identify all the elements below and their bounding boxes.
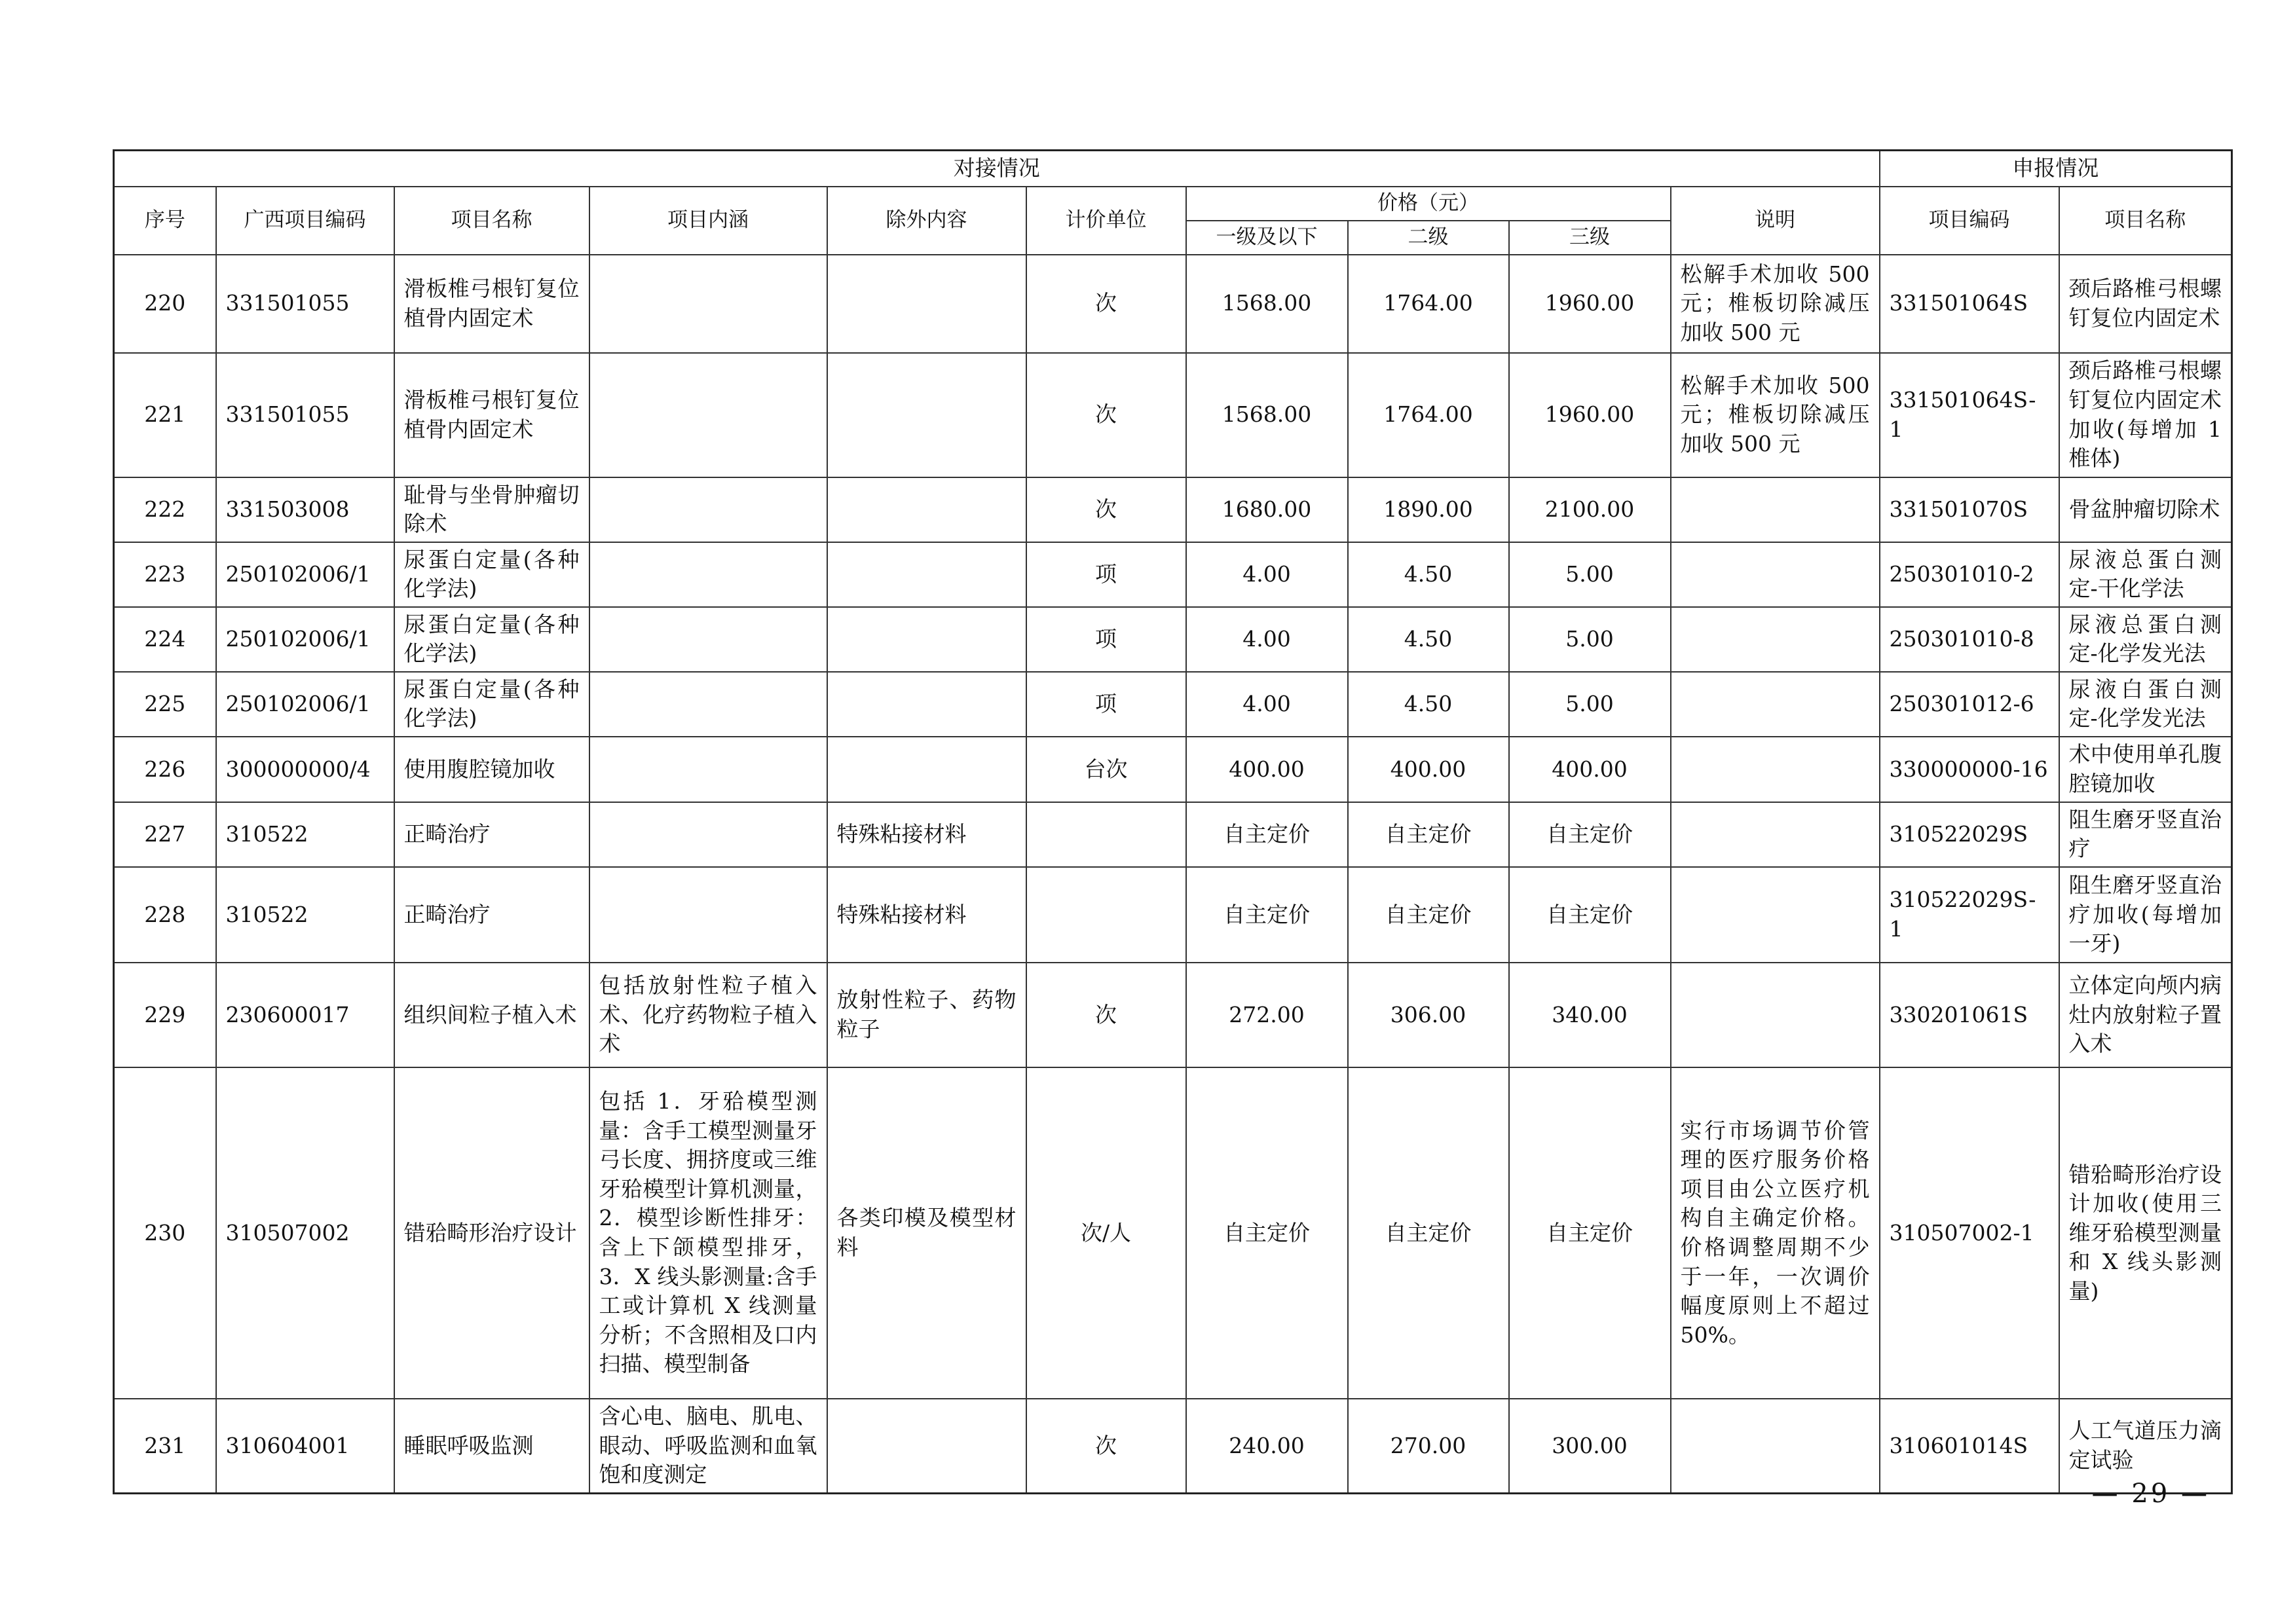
col-header-excluded: 除外内容: [827, 187, 1026, 255]
price-level1-cell: 1680.00: [1186, 477, 1348, 542]
decl-code-cell: 331501070S: [1880, 477, 2059, 542]
price-level3-cell: 400.00: [1509, 737, 1671, 802]
decl-name-cell: 错𬌗畸形治疗设计加收(使用三维牙𬌗模型测量和 X 线头影测量): [2059, 1067, 2232, 1399]
decl-code-cell: 310601014S: [1880, 1399, 2059, 1493]
price-level2-cell: 306.00: [1348, 963, 1509, 1067]
page-number: — 29 —: [2091, 1479, 2210, 1509]
price-level1-cell: 400.00: [1186, 737, 1348, 802]
price-level3-cell: 自主定价: [1509, 867, 1671, 963]
seq-cell: 225: [114, 672, 216, 737]
name-cell: 滑板椎弓根钉复位植骨内固定术: [394, 255, 589, 353]
price-level3-cell: 300.00: [1509, 1399, 1671, 1493]
price-level2-cell: 4.50: [1348, 542, 1509, 607]
note-cell: [1671, 867, 1880, 963]
table-row: [114, 802, 2232, 867]
price-level2-cell: 1764.00: [1348, 353, 1509, 477]
unit-cell: 次: [1026, 963, 1186, 1067]
table-row: [114, 1067, 2232, 1399]
col-header-decl-name: 项目名称: [2059, 187, 2232, 255]
content-cell: [589, 802, 827, 867]
decl-name-cell: 尿液白蛋白测定-化学发光法: [2059, 672, 2232, 737]
table-row: [114, 737, 2232, 802]
excluded-cell: [827, 255, 1026, 353]
price-table: [113, 149, 2233, 1494]
note-cell: [1671, 542, 1880, 607]
seq-cell: 226: [114, 737, 216, 802]
name-cell: 组织间粒子植入术: [394, 963, 589, 1067]
table-row: [114, 353, 2232, 477]
table-row: [114, 867, 2232, 963]
gx-code-cell: 331503008: [216, 477, 394, 542]
gx-code-cell: 310522: [216, 867, 394, 963]
excluded-cell: 各类印模及模型材料: [827, 1067, 1026, 1399]
price-level3-cell: 5.00: [1509, 542, 1671, 607]
content-cell: [589, 867, 827, 963]
price-level3-cell: 1960.00: [1509, 255, 1671, 353]
gx-code-cell: 310507002: [216, 1067, 394, 1399]
seq-cell: 224: [114, 607, 216, 672]
col-header-note: 说明: [1671, 187, 1880, 255]
price-level3-cell: 2100.00: [1509, 477, 1671, 542]
excluded-cell: [827, 353, 1026, 477]
unit-cell: 项: [1026, 542, 1186, 607]
price-level3-cell: 340.00: [1509, 963, 1671, 1067]
name-cell: 尿蛋白定量(各种化学法): [394, 672, 589, 737]
decl-name-cell: 颈后路椎弓根螺钉复位内固定术: [2059, 255, 2232, 353]
price-level2-cell: 1890.00: [1348, 477, 1509, 542]
unit-cell: 次/人: [1026, 1067, 1186, 1399]
seq-cell: 230: [114, 1067, 216, 1399]
unit-cell: 项: [1026, 672, 1186, 737]
col-header-unit: 计价单位: [1026, 187, 1186, 255]
decl-code-cell: 310522029S: [1880, 802, 2059, 867]
content-cell: [589, 672, 827, 737]
excluded-cell: 特殊粘接材料: [827, 867, 1026, 963]
excluded-cell: 特殊粘接材料: [827, 802, 1026, 867]
seq-cell: 221: [114, 353, 216, 477]
note-cell: 松解手术加收 500 元；椎板切除减压加收 500 元: [1671, 255, 1880, 353]
price-level1-cell: 240.00: [1186, 1399, 1348, 1493]
excluded-cell: [827, 1399, 1026, 1493]
seq-cell: 228: [114, 867, 216, 963]
name-cell: 滑板椎弓根钉复位植骨内固定术: [394, 353, 589, 477]
name-cell: 正畸治疗: [394, 802, 589, 867]
excluded-cell: [827, 672, 1026, 737]
col-header-level1: 一级及以下: [1186, 221, 1348, 255]
decl-name-cell: 尿液总蛋白测定-化学发光法: [2059, 607, 2232, 672]
gx-code-cell: 310522: [216, 802, 394, 867]
price-level2-cell: 4.50: [1348, 672, 1509, 737]
decl-code-cell: 250301010-2: [1880, 542, 2059, 607]
gx-code-cell: 250102006/1: [216, 672, 394, 737]
note-cell: [1671, 477, 1880, 542]
decl-code-cell: 330000000-16: [1880, 737, 2059, 802]
unit-cell: 次: [1026, 1399, 1186, 1493]
name-cell: 使用腹腔镜加收: [394, 737, 589, 802]
decl-code-cell: 310507002-1: [1880, 1067, 2059, 1399]
table-row: [114, 1399, 2232, 1493]
price-level3-cell: 自主定价: [1509, 1067, 1671, 1399]
note-cell: [1671, 802, 1880, 867]
seq-cell: 227: [114, 802, 216, 867]
gx-code-cell: 331501055: [216, 353, 394, 477]
unit-cell: [1026, 802, 1186, 867]
price-level2-cell: 400.00: [1348, 737, 1509, 802]
gx-code-cell: 300000000/4: [216, 737, 394, 802]
seq-cell: 222: [114, 477, 216, 542]
seq-cell: 229: [114, 963, 216, 1067]
table-row: [114, 542, 2232, 607]
decl-name-cell: 颈后路椎弓根螺钉复位内固定术加收(每增加 1 椎体): [2059, 353, 2232, 477]
price-level3-cell: 1960.00: [1509, 353, 1671, 477]
decl-name-cell: 阻生磨牙竖直治疗: [2059, 802, 2232, 867]
decl-code-cell: 331501064S-1: [1880, 353, 2059, 477]
decl-name-cell: 阻生磨牙竖直治疗加收(每增加一牙): [2059, 867, 2232, 963]
content-cell: [589, 477, 827, 542]
decl-name-cell: 人工气道压力滴定试验: [2059, 1399, 2232, 1493]
unit-cell: 次: [1026, 477, 1186, 542]
excluded-cell: [827, 737, 1026, 802]
seq-cell: 223: [114, 542, 216, 607]
group-header-docking: 对接情况: [114, 151, 1880, 187]
note-cell: [1671, 963, 1880, 1067]
col-header-name: 项目名称: [394, 187, 589, 255]
seq-cell: 220: [114, 255, 216, 353]
decl-code-cell: 250301010-8: [1880, 607, 2059, 672]
content-cell: [589, 607, 827, 672]
table-row: [114, 255, 2232, 353]
price-level1-cell: 自主定价: [1186, 1067, 1348, 1399]
decl-name-cell: 骨盆肿瘤切除术: [2059, 477, 2232, 542]
price-level2-cell: 自主定价: [1348, 802, 1509, 867]
note-cell: [1671, 607, 1880, 672]
col-header-gx-code: 广西项目编码: [216, 187, 394, 255]
decl-code-cell: 250301012-6: [1880, 672, 2059, 737]
gx-code-cell: 310604001: [216, 1399, 394, 1493]
note-cell: [1671, 672, 1880, 737]
name-cell: 正畸治疗: [394, 867, 589, 963]
gx-code-cell: 230600017: [216, 963, 394, 1067]
price-level2-cell: 1764.00: [1348, 255, 1509, 353]
col-header-seq: 序号: [114, 187, 216, 255]
unit-cell: 次: [1026, 255, 1186, 353]
note-cell: [1671, 1399, 1880, 1493]
excluded-cell: 放射性粒子、药物粒子: [827, 963, 1026, 1067]
excluded-cell: [827, 477, 1026, 542]
decl-code-cell: 330201061S: [1880, 963, 2059, 1067]
content-cell: [589, 542, 827, 607]
content-cell: [589, 353, 827, 477]
table-row: [114, 963, 2232, 1067]
price-level3-cell: 5.00: [1509, 607, 1671, 672]
table-row: [114, 672, 2232, 737]
excluded-cell: [827, 542, 1026, 607]
price-level2-cell: 4.50: [1348, 607, 1509, 672]
col-header-level3: 三级: [1509, 221, 1671, 255]
price-level1-cell: 自主定价: [1186, 867, 1348, 963]
note-cell: 实行市场调节价管理的医疗服务价格项目由公立医疗机构自主确定价格。价格调整周期不少于一年，一次调价幅度原则上不超过 50%。: [1671, 1067, 1880, 1399]
price-level2-cell: 自主定价: [1348, 867, 1509, 963]
gx-code-cell: 250102006/1: [216, 607, 394, 672]
gx-code-cell: 250102006/1: [216, 542, 394, 607]
content-cell: 包括 1．牙𬌗模型测量：含手工模型测量牙弓长度、拥挤度或三维牙𬌗模型计算机测量，2．模型诊断性排牙：含上下颌模型排牙，3．X 线头影测量:含手工或计算机 X 线测量分析；不含照相及口内扫描、模型制备: [589, 1067, 827, 1399]
table-row: [114, 607, 2232, 672]
seq-cell: 231: [114, 1399, 216, 1493]
price-level2-cell: 自主定价: [1348, 1067, 1509, 1399]
price-level1-cell: 272.00: [1186, 963, 1348, 1067]
excluded-cell: [827, 607, 1026, 672]
price-level2-cell: 270.00: [1348, 1399, 1509, 1493]
content-cell: [589, 255, 827, 353]
content-cell: 含心电、脑电、肌电、眼动、呼吸监测和血氧饱和度测定: [589, 1399, 827, 1493]
name-cell: 错𬌗畸形治疗设计: [394, 1067, 589, 1399]
price-level1-cell: 1568.00: [1186, 255, 1348, 353]
name-cell: 尿蛋白定量(各种化学法): [394, 542, 589, 607]
content-cell: [589, 737, 827, 802]
price-level1-cell: 自主定价: [1186, 802, 1348, 867]
group-header-declaration: 申报情况: [1880, 151, 2232, 187]
price-level1-cell: 4.00: [1186, 607, 1348, 672]
price-level1-cell: 1568.00: [1186, 353, 1348, 477]
note-cell: 松解手术加收 500 元；椎板切除减压加收 500 元: [1671, 353, 1880, 477]
unit-cell: 台次: [1026, 737, 1186, 802]
price-level1-cell: 4.00: [1186, 542, 1348, 607]
unit-cell: [1026, 867, 1186, 963]
name-cell: 耻骨与坐骨肿瘤切除术: [394, 477, 589, 542]
name-cell: 尿蛋白定量(各种化学法): [394, 607, 589, 672]
decl-code-cell: 310522029S-1: [1880, 867, 2059, 963]
col-header-level2: 二级: [1348, 221, 1509, 255]
price-level1-cell: 4.00: [1186, 672, 1348, 737]
unit-cell: 次: [1026, 353, 1186, 477]
decl-name-cell: 立体定向颅内病灶内放射粒子置入术: [2059, 963, 2232, 1067]
decl-code-cell: 331501064S: [1880, 255, 2059, 353]
col-header-decl-code: 项目编码: [1880, 187, 2059, 255]
col-header-price: 价格（元）: [1186, 187, 1671, 221]
price-level3-cell: 5.00: [1509, 672, 1671, 737]
decl-name-cell: 尿液总蛋白测定-干化学法: [2059, 542, 2232, 607]
price-level3-cell: 自主定价: [1509, 802, 1671, 867]
table-row: [114, 477, 2232, 542]
gx-code-cell: 331501055: [216, 255, 394, 353]
unit-cell: 项: [1026, 607, 1186, 672]
note-cell: [1671, 737, 1880, 802]
decl-name-cell: 术中使用单孔腹腔镜加收: [2059, 737, 2232, 802]
name-cell: 睡眠呼吸监测: [394, 1399, 589, 1493]
col-header-content: 项目内涵: [589, 187, 827, 255]
content-cell: 包括放射性粒子植入术、化疗药物粒子植入术: [589, 963, 827, 1067]
